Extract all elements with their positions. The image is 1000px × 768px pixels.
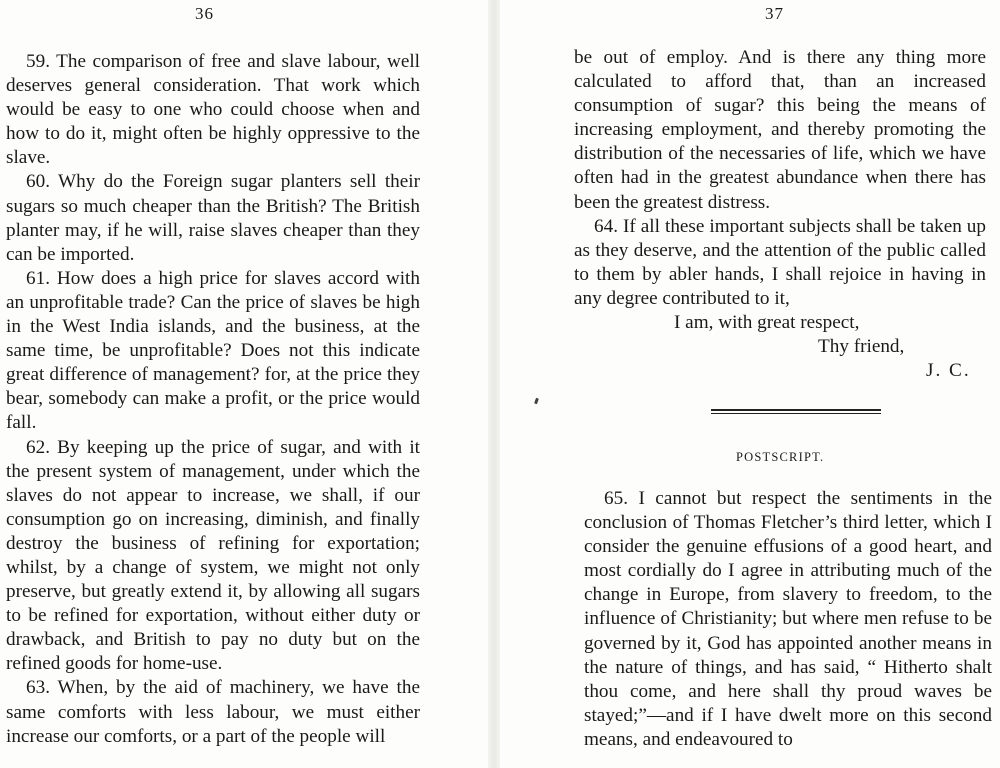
continuation-paragraph: be out of employ. And is there any thing more calculated to afford that, than an increased consumption of sugar? this being the means of increasing employment, and thereby promoting the distribution of the necessaries of life, which we have often had in the greatest abundance when there has been the greatest distress. (574, 47, 986, 213)
paragraph-64: 64. If all these important subjects shall be taken up as they deserve, and the attention of the public called to them by abler hands, I shall rejoice in having in any degree contributed to it, (574, 215, 986, 309)
paragraph-65: 65. I cannot but respect the sentiments in the conclusion of Thomas Fletcher’s third letter, which I consider the genuine effusions of a good heart, and most cordially do I agree in attributing much of the change in Europe, from slavery to freedom, to the influence of Christianity; but where men refuse to be governed by it, God has appointed another means in the nature of things, and has said, “ Hitherto shalt thou come, and here shall thy proud waves be stayed;”—and if I have dwelt more on this second means, and endeavoured to (584, 488, 992, 750)
paragraph-63: 63. When, by the aid of machinery, we have the same comforts with less labour, we must either increase our comforts, or a part of the people will (6, 677, 420, 747)
signature: J. C. (926, 360, 971, 382)
paragraph-61: 61. How does a high price for slaves accord with an unprofitable trade? Can the price of slaves be high in the West India islands, and the business, at the same time, be unprofitable? Does not this indicate great difference of management? for, at the price they bear, somebody can make a profit, or the price would fall. (6, 267, 420, 434)
page-number-left: 36 (195, 4, 214, 23)
right-page-body (574, 46, 986, 383)
paragraph-59: 59. The comparison of free and slave labour, well deserves general consideration. That work which would be easy to one who could choose when and how to do it, might often be highly oppressive to the slave. (6, 51, 420, 169)
postscript-body (584, 487, 992, 752)
paragraph-60: 60. Why do the Foreign sugar planters sell their sugars so much cheaper than the British? The British planter may, if he will, raise slaves cheaper than they can be imported. (6, 171, 420, 265)
section-divider (711, 409, 881, 414)
left-page-body (6, 50, 420, 749)
postscript-heading: POSTSCRIPT. (736, 450, 825, 464)
right-page (500, 0, 1000, 768)
left-page (0, 0, 488, 768)
paragraph-62: 62. By keeping up the price of sugar, and with it the present system of management, under which the slaves do not appear to increase, we shall, if our consumption go on increasing, diminish, and finally destroy the business of refining for exportation; whilst, by a change of system, we might not only preserve, but greatly extend it, by allowing all sugars to be refined for exportation, without either duty or drawback, and British to pay no duty but on the refined goods for home-use. (6, 436, 420, 675)
valediction-line: Thy friend, (818, 336, 905, 358)
book-gutter (488, 0, 500, 768)
closing-line: I am, with great respect, (674, 312, 860, 334)
page-number-right: 37 (765, 4, 784, 23)
